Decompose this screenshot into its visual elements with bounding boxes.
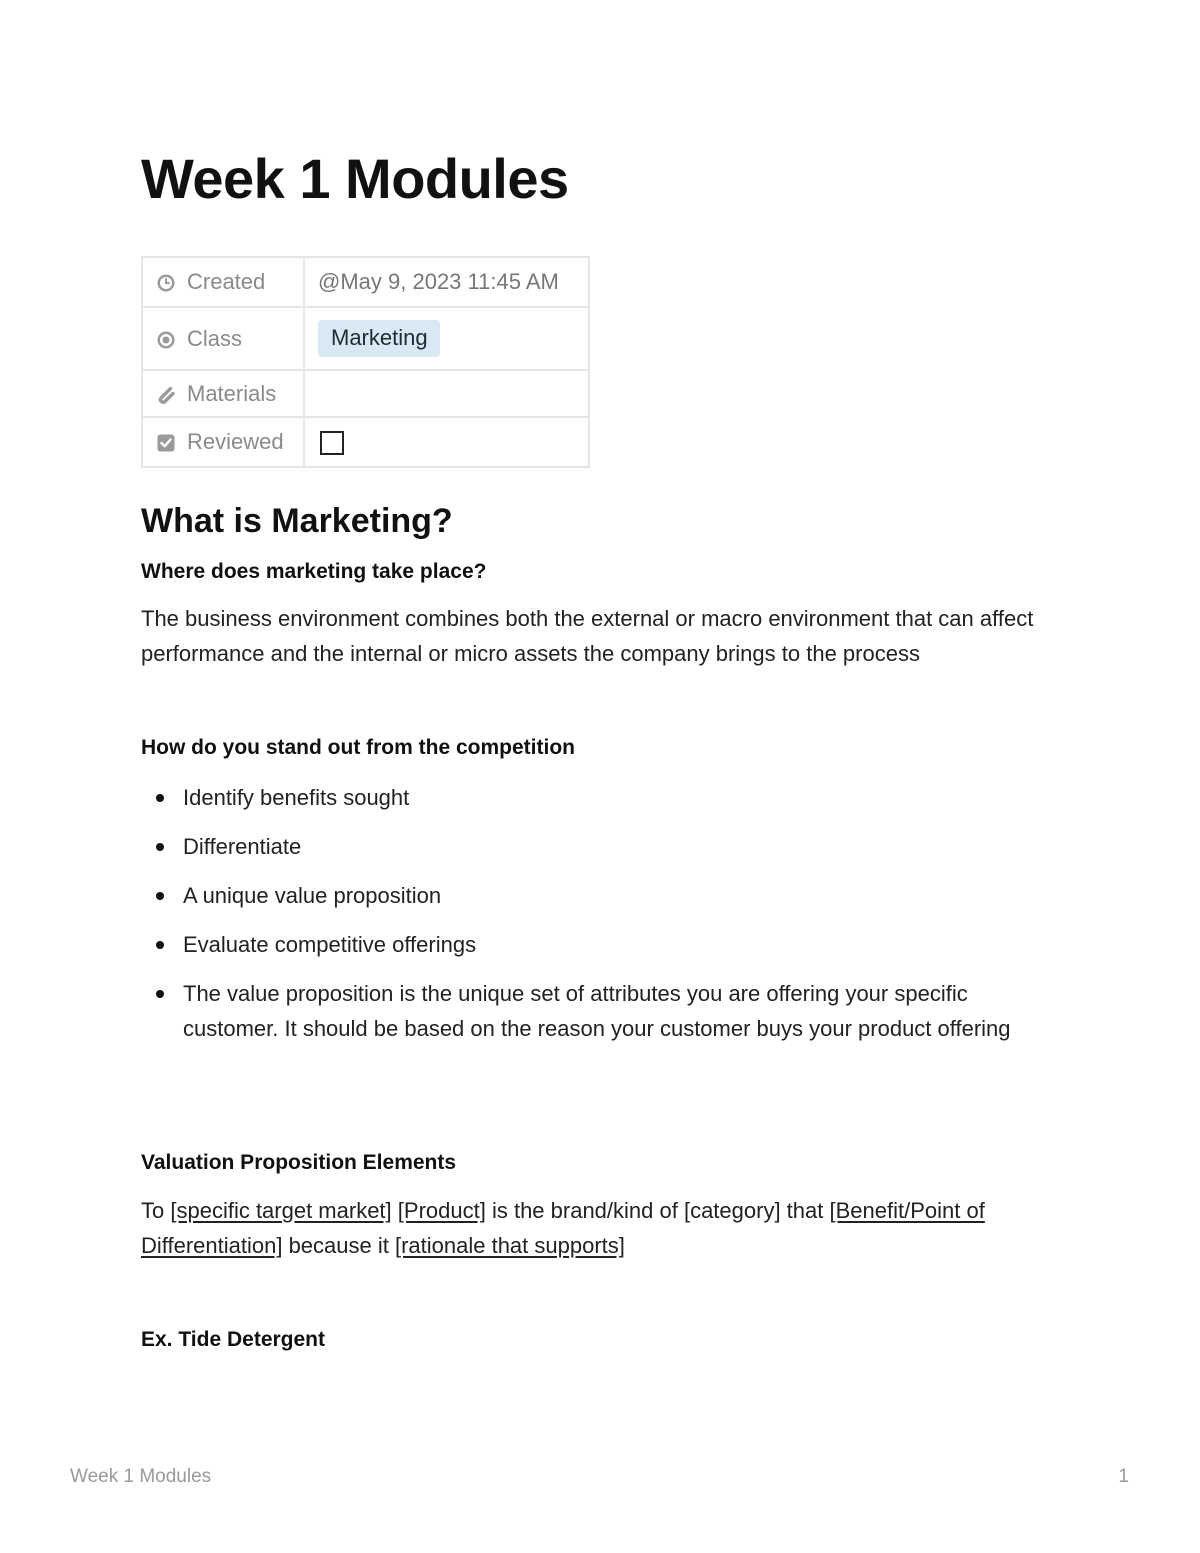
clock-icon bbox=[156, 273, 176, 293]
property-row-created bbox=[142, 257, 589, 307]
question-heading-elements: Valuation Proposition Elements bbox=[141, 1151, 457, 1174]
property-key-label: Class bbox=[187, 325, 243, 351]
list-item: The value proposition is the unique set of attributes you are offering your specific customer. It should be based on the reason your customer buys your product offering bbox=[141, 976, 1041, 1046]
property-value-materials[interactable] bbox=[304, 370, 589, 417]
property-value-reviewed bbox=[304, 417, 589, 467]
list-item: Evaluate competitive offerings bbox=[141, 927, 1041, 962]
properties-table bbox=[141, 256, 590, 468]
property-row-materials bbox=[142, 370, 589, 417]
property-row-class bbox=[142, 307, 589, 370]
question-heading-competition: How do you stand out from the competition bbox=[141, 736, 575, 759]
list-item: Differentiate bbox=[141, 829, 1041, 864]
business-environment-paragraph: The business environment combines both the external or macro environment that can affect performance and the internal or micro assets the company brings to the process bbox=[141, 606, 1034, 666]
property-value-created[interactable]: @May 9, 2023 11:45 AM bbox=[304, 257, 589, 307]
target-icon bbox=[156, 330, 176, 350]
template-placeholder-benefit: [Benefit/Point of Differentiation] bbox=[141, 1198, 985, 1258]
template-placeholder-product: [Product] bbox=[397, 1198, 486, 1223]
section-heading: What is Marketing? bbox=[141, 502, 453, 540]
template-placeholder-rationale: [rationale that supports] bbox=[394, 1233, 625, 1258]
property-value-class bbox=[304, 307, 589, 370]
list-item: A unique value proposition bbox=[141, 878, 1041, 913]
template-text: because it bbox=[282, 1233, 395, 1258]
property-row-reviewed bbox=[142, 417, 589, 467]
checkbox-icon bbox=[156, 433, 176, 453]
property-key-label: Reviewed bbox=[187, 429, 284, 454]
footer-title: Week 1 Modules bbox=[70, 1466, 212, 1487]
page-title: Week 1 Modules bbox=[141, 147, 569, 210]
competition-bullet-list bbox=[141, 780, 1041, 1060]
class-tag[interactable]: Marketing bbox=[318, 320, 440, 357]
page-number: 1 bbox=[1118, 1466, 1129, 1487]
example-heading: Ex. Tide Detergent bbox=[141, 1328, 325, 1351]
reviewed-checkbox[interactable] bbox=[320, 431, 344, 455]
paperclip-icon bbox=[156, 385, 176, 405]
template-text: is the brand/kind of [category] that bbox=[485, 1198, 830, 1223]
property-key-reviewed bbox=[142, 417, 304, 467]
property-key-class bbox=[142, 307, 304, 370]
property-key-materials bbox=[142, 370, 304, 417]
template-placeholder-target-market: [specific target market] bbox=[170, 1198, 392, 1223]
list-item: Identify benefits sought bbox=[141, 780, 1041, 815]
property-key-label: Created bbox=[187, 269, 266, 294]
template-text: To bbox=[141, 1198, 171, 1223]
question-heading-where: Where does marketing take place? bbox=[141, 560, 487, 583]
value-proposition-template bbox=[141, 1193, 1056, 1263]
property-key-label: Materials bbox=[187, 380, 277, 406]
property-key-created bbox=[142, 257, 304, 307]
